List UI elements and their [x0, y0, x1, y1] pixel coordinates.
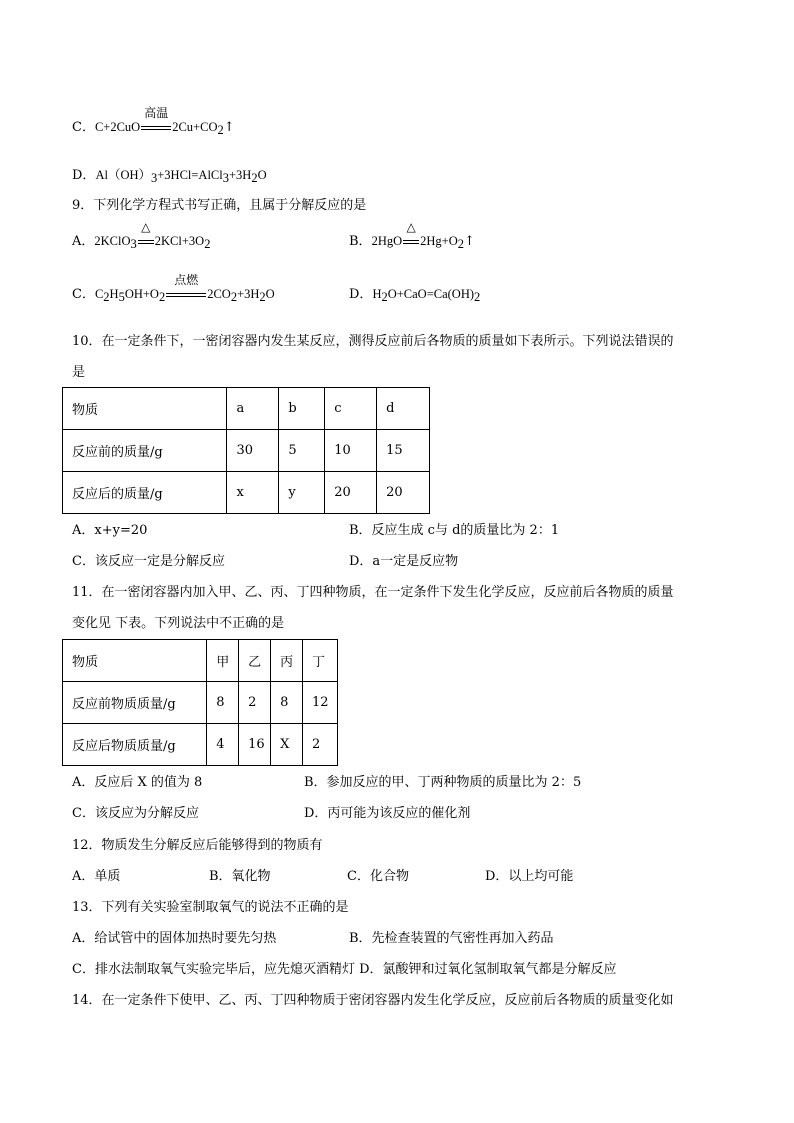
q11-data-table	[62, 639, 338, 766]
table-cell: 乙	[239, 640, 271, 682]
q10-option-c: C．该反应一定是分解反应	[72, 554, 225, 569]
table-cell: 5	[279, 430, 325, 472]
q10-option-b: B．反应生成 c与 d的质量比为 2：1	[349, 523, 560, 538]
q10-stem: 10．在一定条件下，一密闭容器内发生某反应，测得反应前后各物质的质量如下表所示。下列说法错误的	[72, 334, 674, 349]
q12-option-b: B．氧化物	[209, 869, 271, 884]
q11-option-c: C．该反应为分解反应	[72, 806, 199, 821]
table-header-row	[63, 640, 338, 682]
table-cell: a	[227, 388, 279, 430]
q10-stem-continued: 是	[72, 365, 86, 380]
q11-option-d: D．丙可能为该反应的催化剂	[304, 806, 471, 821]
table-cell: 8	[207, 682, 239, 724]
q9-stem: 9．下列化学方程式书写正确，且属于分解反应的是	[72, 198, 367, 213]
q11-option-a: A．反应后 X 的值为 8	[72, 775, 203, 790]
q13-option-cd: C．排水法制取氧气实验完毕后，应先熄灭酒精灯 D．氯酸钾和过氧化氢制取氧气都是分解反应	[72, 962, 617, 977]
q14-stem: 14．在一定条件下使甲、乙、丙、丁四种物质于密闭容器内发生化学反应，反应前后各物质的质量变化如	[72, 993, 674, 1008]
q13-stem: 13．下列有关实验室制取氧气的说法不正确的是	[72, 900, 349, 915]
table-cell: X	[271, 724, 303, 766]
q9-option-d: D．$H_2O+CaO=Ca(OH)_2$	[349, 287, 481, 304]
table-row	[63, 724, 338, 766]
q11-stem-continued: 变化见 下表。下列说法中不正确的是	[72, 616, 285, 631]
q13-option-b: B．先检查装置的气密性再加入药品	[349, 931, 554, 946]
ignite-condition: 点燃	[165, 286, 207, 304]
table-row	[63, 472, 430, 514]
heat-condition: △	[137, 233, 155, 251]
reaction-condition: 高温	[140, 119, 172, 137]
table-cell: 反应后的质量/g	[63, 472, 227, 514]
table-cell: c	[325, 388, 377, 430]
table-cell: 反应后物质质量/g	[63, 724, 207, 766]
q12-option-c: C．化合物	[347, 869, 409, 884]
table-cell: b	[279, 388, 325, 430]
table-cell: 丁	[303, 640, 338, 682]
q10-data-table	[62, 387, 430, 514]
q8-option-c: C．C+2CuO 高温 $2Cu+CO_2↑$	[72, 106, 235, 137]
table-cell: 甲	[207, 640, 239, 682]
q12-option-a: A．单质	[72, 869, 121, 884]
table-header-row	[63, 388, 430, 430]
table-cell: 30	[227, 430, 279, 472]
table-cell: 4	[207, 724, 239, 766]
q12-option-d: D．以上均可能	[485, 869, 574, 884]
table-cell: 10	[325, 430, 377, 472]
q9-option-c: C．$C_2H_5OH+O_2$ 点燃 $2CO_2+3H_2O$	[72, 273, 275, 304]
q13-option-a: A．给试管中的固体加热时要先匀热	[72, 931, 277, 946]
table-cell: 物质	[63, 388, 227, 430]
table-cell: d	[377, 388, 430, 430]
table-cell: 15	[377, 430, 430, 472]
table-cell: 丙	[271, 640, 303, 682]
q11-option-b: B．参加反应的甲、丁两种物质的质量比为 2：5	[304, 775, 582, 790]
table-cell: 16	[239, 724, 271, 766]
q9-option-b: B．2HgO △ $2Hg+O_2↑$	[349, 220, 475, 251]
q11-stem: 11．在一密闭容器内加入甲、乙、丙、丁四种物质，在一定条件下发生化学反应，反应前后各物质的质量	[72, 585, 674, 600]
q8-option-d: D．$Al(OH)_3+3HCl=AlCl_3+3H_2O$	[72, 168, 267, 185]
table-cell: 反应前的质量/g	[63, 430, 227, 472]
table-cell: 反应前物质质量/g	[63, 682, 207, 724]
table-cell: 物质	[63, 640, 207, 682]
heat-condition: △	[402, 233, 420, 251]
q9-option-a: A．2KClO$_3$ △ $2KCl+3O_2$	[72, 220, 211, 251]
table-cell: 20	[377, 472, 430, 514]
table-cell: y	[279, 472, 325, 514]
q10-option-a: A．x+y=20	[72, 523, 148, 538]
q10-option-d: D．a一定是反应物	[349, 554, 459, 569]
table-cell: 2	[303, 724, 338, 766]
table-cell: x	[227, 472, 279, 514]
table-cell: 2	[239, 682, 271, 724]
table-cell: 8	[271, 682, 303, 724]
table-row	[63, 430, 430, 472]
q12-stem: 12．物质发生分解反应后能够得到的物质有	[72, 838, 323, 853]
table-cell: 12	[303, 682, 338, 724]
table-row	[63, 682, 338, 724]
table-cell: 20	[325, 472, 377, 514]
